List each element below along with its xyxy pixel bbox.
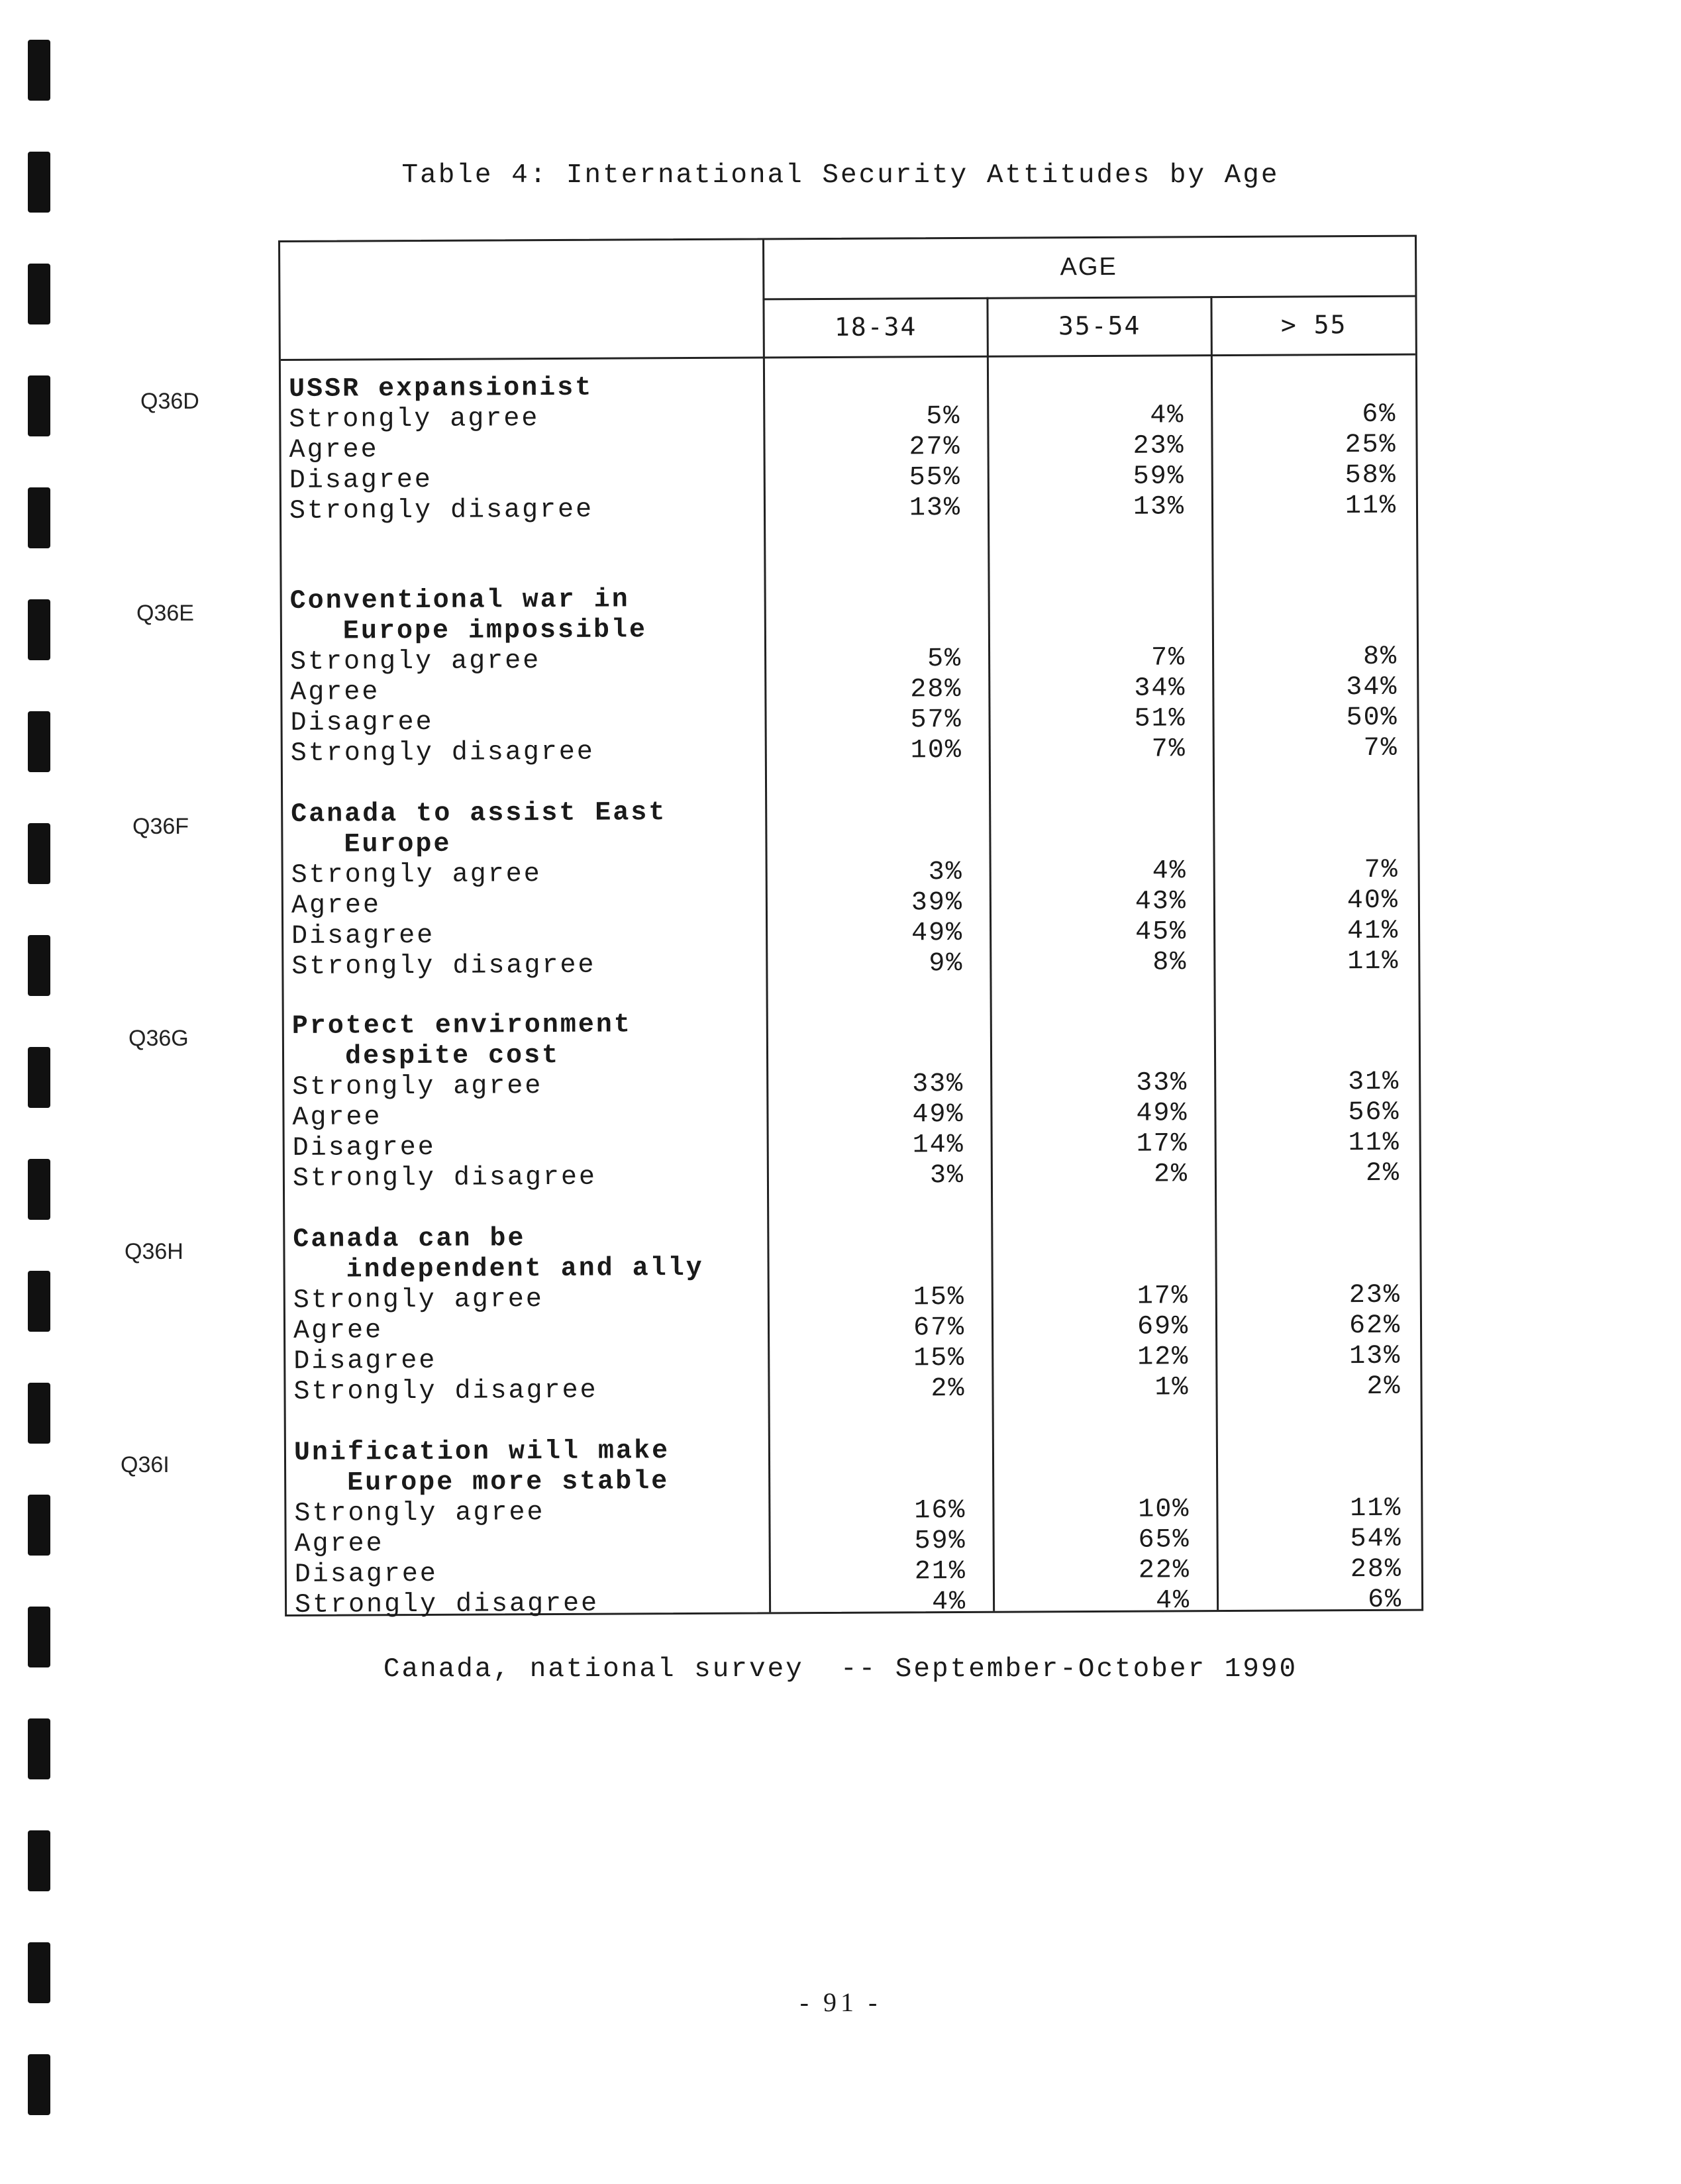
percent-cell: 59% bbox=[914, 1526, 966, 1557]
response-label: Disagree bbox=[291, 920, 435, 952]
question-code: Q36I bbox=[121, 1452, 170, 1477]
percent-cell: 65% bbox=[1138, 1525, 1190, 1556]
question-section bbox=[285, 1220, 1419, 1407]
percent-cell: 16% bbox=[914, 1495, 966, 1526]
table-row bbox=[287, 1585, 1421, 1621]
percent-cell: 31% bbox=[1348, 1067, 1400, 1098]
percent-cell: 39% bbox=[911, 887, 964, 918]
binder-hole bbox=[28, 1383, 50, 1444]
question-section bbox=[286, 1433, 1421, 1620]
response-label: Disagree bbox=[294, 1559, 438, 1590]
question-title: Canada can be bbox=[293, 1224, 526, 1255]
column-header-55-plus: > 55 bbox=[1280, 310, 1347, 340]
percent-cell: 13% bbox=[909, 493, 962, 524]
table-row bbox=[281, 461, 1416, 497]
question-code: Q36D bbox=[140, 389, 199, 414]
percent-cell: 2% bbox=[931, 1373, 966, 1405]
table-row bbox=[283, 947, 1418, 983]
survey-table bbox=[278, 235, 1423, 1620]
percent-cell: 28% bbox=[1350, 1554, 1402, 1585]
binder-hole bbox=[28, 1830, 50, 1891]
binder-hole bbox=[28, 711, 50, 772]
page-number: - 91 - bbox=[799, 1987, 882, 2017]
percent-cell: 59% bbox=[1133, 462, 1185, 492]
table-title: Table 4: International Security Attitudes by Age bbox=[401, 160, 1280, 191]
table-row bbox=[285, 1281, 1420, 1316]
percent-cell: 45% bbox=[1135, 917, 1188, 948]
response-label: Strongly agree bbox=[289, 404, 540, 435]
question-code: Q36H bbox=[125, 1239, 183, 1264]
response-label: Disagree bbox=[290, 707, 434, 738]
table-row bbox=[282, 642, 1417, 678]
response-label: Strongly disagree bbox=[290, 737, 595, 769]
table-row bbox=[283, 886, 1418, 922]
response-label: Strongly disagree bbox=[294, 1589, 599, 1620]
percent-cell: 43% bbox=[1135, 887, 1188, 917]
binder-hole bbox=[28, 2054, 50, 2115]
table-row bbox=[287, 1555, 1421, 1591]
percent-cell: 33% bbox=[912, 1069, 964, 1100]
percent-cell: 69% bbox=[1137, 1312, 1190, 1342]
percent-cell: 12% bbox=[1137, 1342, 1190, 1373]
response-label: Disagree bbox=[292, 1132, 436, 1164]
percent-cell: 21% bbox=[914, 1556, 966, 1587]
percent-cell: 10% bbox=[910, 735, 962, 766]
response-label: Strongly disagree bbox=[293, 1375, 598, 1407]
response-label: Strongly disagree bbox=[292, 1162, 597, 1194]
response-label: Disagree bbox=[293, 1346, 437, 1377]
table-row bbox=[282, 673, 1417, 709]
percent-cell: 11% bbox=[1348, 1128, 1400, 1159]
percent-cell: 25% bbox=[1345, 430, 1397, 461]
percent-cell: 8% bbox=[1152, 948, 1188, 978]
question-section bbox=[282, 581, 1417, 769]
percent-cell: 54% bbox=[1350, 1524, 1402, 1555]
percent-cell: 62% bbox=[1349, 1311, 1401, 1342]
percent-cell: 3% bbox=[929, 1160, 965, 1191]
question-title: Canada to assist East bbox=[291, 798, 667, 830]
response-label: Agree bbox=[293, 1316, 383, 1346]
question-section bbox=[281, 370, 1415, 526]
percent-cell: 11% bbox=[1345, 491, 1398, 522]
question-title: independent and ally bbox=[346, 1253, 704, 1285]
response-label: Agree bbox=[289, 435, 379, 466]
percent-cell: 9% bbox=[929, 948, 964, 979]
column-header-35-54: 35-54 bbox=[1058, 311, 1141, 341]
percent-cell: 4% bbox=[1150, 401, 1185, 431]
percent-cell: 7% bbox=[1151, 734, 1186, 765]
question-code: Q36E bbox=[136, 601, 194, 626]
response-label: Strongly agree bbox=[294, 1498, 545, 1529]
question-code: Q36F bbox=[132, 814, 189, 839]
percent-cell: 17% bbox=[1137, 1281, 1189, 1312]
question-title: Unification will make bbox=[293, 1436, 670, 1468]
binder-hole bbox=[28, 1718, 50, 1779]
response-label: Agree bbox=[292, 1103, 382, 1133]
percent-cell: 17% bbox=[1136, 1129, 1188, 1160]
binder-holes bbox=[28, 40, 54, 2146]
binder-hole bbox=[28, 40, 50, 101]
percent-cell: 3% bbox=[928, 857, 963, 888]
table-row bbox=[286, 1494, 1421, 1530]
percent-cell: 6% bbox=[1362, 399, 1397, 430]
binder-hole bbox=[28, 823, 50, 884]
table-row bbox=[285, 1128, 1419, 1164]
response-label: Agree bbox=[291, 891, 382, 921]
question-title: despite cost bbox=[344, 1040, 560, 1072]
question-section bbox=[283, 795, 1417, 982]
binder-hole bbox=[28, 1047, 50, 1108]
percent-cell: 10% bbox=[1138, 1495, 1190, 1525]
question-title: Conventional war in bbox=[289, 585, 630, 617]
table-row bbox=[287, 1524, 1421, 1560]
percent-cell: 11% bbox=[1347, 946, 1400, 977]
percent-cell: 49% bbox=[911, 918, 964, 949]
table-row bbox=[281, 430, 1415, 466]
survey-source-footer: Canada, national survey -- September-October 1990 bbox=[383, 1654, 1298, 1685]
header-divider-age bbox=[762, 295, 1415, 301]
table-row bbox=[284, 1098, 1419, 1134]
percent-cell: 23% bbox=[1349, 1280, 1401, 1311]
question-title: Europe more stable bbox=[347, 1467, 670, 1499]
age-group-header: AGE bbox=[1060, 252, 1117, 281]
percent-cell: 41% bbox=[1347, 916, 1400, 947]
percent-cell: 2% bbox=[1365, 1158, 1401, 1189]
response-label: Disagree bbox=[289, 465, 433, 496]
percent-cell: 7% bbox=[1150, 643, 1186, 673]
table-row bbox=[284, 1067, 1419, 1103]
percent-cell: 51% bbox=[1134, 704, 1186, 734]
percent-cell: 11% bbox=[1350, 1493, 1402, 1524]
question-code: Q36G bbox=[128, 1026, 189, 1051]
percent-cell: 8% bbox=[1362, 642, 1398, 673]
question-title: Europe bbox=[344, 829, 452, 860]
percent-cell: 6% bbox=[1367, 1585, 1403, 1615]
binder-hole bbox=[28, 264, 50, 324]
response-label: Strongly agree bbox=[290, 646, 541, 677]
question-title: USSR expansionist bbox=[288, 373, 593, 405]
percent-cell: 15% bbox=[913, 1343, 966, 1374]
percent-cell: 15% bbox=[913, 1282, 965, 1313]
percent-cell: 7% bbox=[1363, 733, 1398, 764]
response-label: Agree bbox=[294, 1529, 384, 1560]
binder-hole bbox=[28, 1495, 50, 1556]
percent-cell: 4% bbox=[1155, 1586, 1191, 1616]
percent-cell: 13% bbox=[1349, 1341, 1401, 1372]
column-header-18-34: 18-34 bbox=[834, 312, 917, 342]
table-row bbox=[285, 1159, 1419, 1195]
percent-cell: 27% bbox=[909, 432, 961, 463]
percent-cell: 55% bbox=[909, 462, 961, 493]
percent-cell: 13% bbox=[1133, 492, 1186, 522]
response-label: Strongly disagree bbox=[291, 950, 596, 982]
table-row bbox=[283, 856, 1418, 891]
response-label: Strongly agree bbox=[292, 1071, 543, 1103]
percent-cell: 67% bbox=[913, 1313, 966, 1344]
response-label: Strongly agree bbox=[291, 860, 542, 891]
table-row bbox=[283, 917, 1418, 952]
percent-cell: 34% bbox=[1346, 672, 1398, 703]
percent-cell: 23% bbox=[1133, 431, 1185, 462]
header-divider-bottom bbox=[281, 354, 1415, 361]
table-row bbox=[285, 1342, 1420, 1377]
percent-cell: 5% bbox=[927, 644, 962, 675]
percent-cell: 2% bbox=[1153, 1160, 1189, 1190]
percent-cell: 7% bbox=[1364, 855, 1399, 885]
percent-cell: 1% bbox=[1154, 1373, 1190, 1403]
response-label: Agree bbox=[290, 677, 380, 708]
percent-cell: 28% bbox=[910, 674, 962, 705]
table-row bbox=[282, 703, 1417, 739]
percent-cell: 50% bbox=[1346, 703, 1398, 734]
percent-cell: 58% bbox=[1345, 460, 1397, 491]
percent-cell: 22% bbox=[1138, 1556, 1190, 1586]
question-title: Protect environment bbox=[291, 1010, 632, 1042]
percent-cell: 2% bbox=[1366, 1371, 1401, 1402]
question-title: Europe impossible bbox=[342, 615, 648, 647]
percent-cell: 4% bbox=[1152, 856, 1187, 887]
binder-hole bbox=[28, 599, 50, 660]
binder-hole bbox=[28, 487, 50, 548]
percent-cell: 49% bbox=[1136, 1099, 1188, 1129]
binder-hole bbox=[28, 935, 50, 996]
response-label: Strongly disagree bbox=[289, 495, 594, 526]
percent-cell: 34% bbox=[1134, 673, 1186, 704]
percent-cell: 33% bbox=[1136, 1068, 1188, 1099]
percent-cell: 4% bbox=[931, 1587, 967, 1618]
binder-hole bbox=[28, 375, 50, 436]
table-row bbox=[285, 1311, 1420, 1347]
question-section bbox=[284, 1007, 1419, 1194]
response-label: Strongly agree bbox=[293, 1285, 544, 1316]
table-row bbox=[283, 734, 1417, 769]
binder-hole bbox=[28, 1159, 50, 1220]
table-row bbox=[281, 400, 1415, 436]
percent-cell: 40% bbox=[1347, 885, 1400, 917]
binder-hole bbox=[28, 1271, 50, 1332]
table-row bbox=[281, 491, 1416, 527]
percent-cell: 5% bbox=[926, 401, 961, 432]
table-row bbox=[285, 1372, 1420, 1408]
percent-cell: 14% bbox=[912, 1130, 964, 1161]
percent-cell: 49% bbox=[912, 1099, 964, 1130]
percent-cell: 57% bbox=[910, 705, 962, 736]
percent-cell: 56% bbox=[1348, 1097, 1400, 1128]
